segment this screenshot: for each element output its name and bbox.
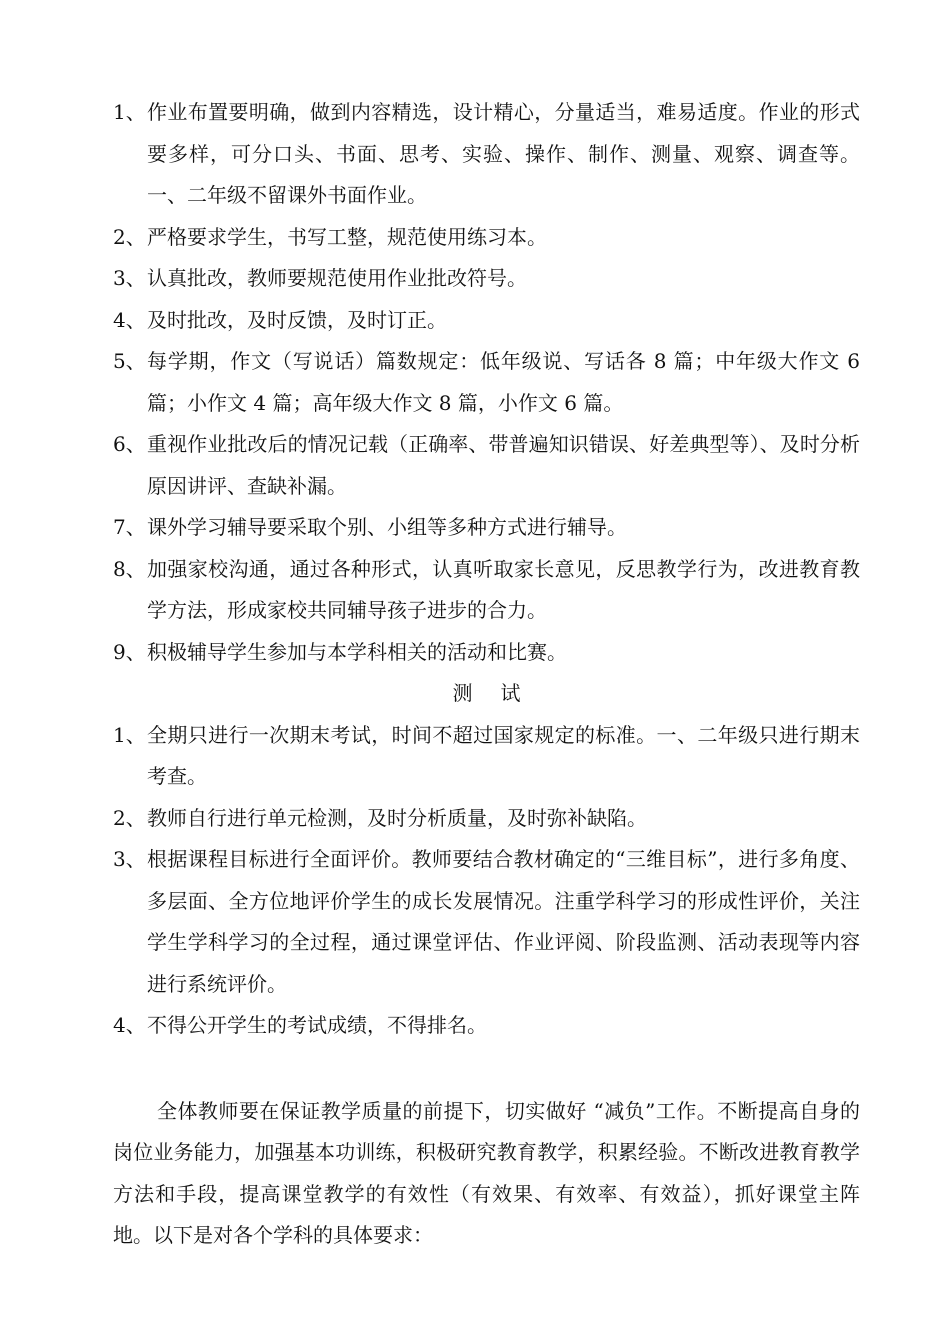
list-item-number: 6、 (113, 432, 146, 456)
list-item-text: 不得公开学生的考试成绩，不得排名。 (147, 1013, 487, 1037)
list-item-text: 严格要求学生，书写工整，规范使用练习本。 (147, 224, 547, 249)
list-item-number: 4、 (113, 1013, 146, 1037)
section-heading: 测试 (452, 681, 549, 705)
list-item (113, 300, 860, 342)
list-item (113, 507, 860, 549)
list-item (113, 424, 860, 507)
list-item-text: 认真批改，教师要规范使用作业批改符号。 (147, 266, 527, 290)
closing-paragraph: 全体教师要在保证教学质量的前提下，切实做好 “减负”工作。不断提高自身的岗位业务能力，加强基本功训练，积极研究教育教学，积累经验。不断改进教育教学方法和手段，提高课堂教学的有效性（有效果、有效率、有效益），抓好课堂主阵地。以下是对各个学科的具体要求： (113, 1098, 860, 1247)
list-item (113, 632, 860, 674)
list-item (113, 258, 860, 300)
list-item-text: 及时批改，及时反馈，及时订正。 (147, 307, 447, 332)
list-item-number: 2、 (113, 805, 146, 830)
list-item-text: 加强家校沟通，通过各种形式，认真听取家长意见，反思教学行为，改进教育教学方法，形成家校共同辅导孩子进步的合力。 (147, 556, 860, 622)
list-item (113, 839, 860, 1005)
list-item (113, 715, 860, 798)
list-item (113, 549, 860, 632)
list-item-text: 每学期，作文（写说话）篇数规定：低年级说、写话各 8 篇；中年级大作文 6 篇；小作文 4 篇；高年级大作文 8 篇，小作文 6 篇。 (147, 349, 860, 415)
list-item-text: 课外学习辅导要采取个别、小组等多种方式进行辅导。 (147, 515, 627, 539)
list-item-number: 5、 (113, 349, 146, 373)
blank-line (113, 1047, 860, 1091)
list-item-number: 1、 (113, 722, 146, 747)
list-item-number: 1、 (113, 100, 146, 124)
list-item (113, 1005, 860, 1047)
homework-list (113, 92, 860, 673)
list-item-text: 重视作业批改后的情况记载（正确率、带普遍知识错误、好差典型等）、及时分析原因讲评、查缺补漏。 (147, 432, 860, 498)
test-list (113, 715, 860, 1047)
list-item (113, 341, 860, 424)
list-item-number: 2、 (113, 224, 146, 249)
list-item-text: 积极辅导学生参加与本学科相关的活动和比赛。 (147, 639, 567, 664)
list-item-number: 7、 (113, 515, 146, 539)
list-item-text: 教师自行进行单元检测，及时分析质量，及时弥补缺陷。 (147, 805, 647, 830)
list-item-number: 4、 (113, 307, 146, 332)
list-item (113, 92, 860, 217)
document-body (113, 92, 860, 1257)
list-item-number: 3、 (113, 847, 146, 871)
list-item (113, 217, 860, 259)
list-item-number: 3、 (113, 266, 146, 290)
list-item-number: 9、 (113, 639, 146, 664)
list-item-text: 作业布置要明确，做到内容精选，设计精心，分量适当，难易适度。作业的形式要多样，可分口头、书面、思考、实验、操作、制作、测量、观察、调查等。一、二年级不留课外书面作业。 (147, 100, 860, 207)
list-item-text: 全期只进行一次期末考试，时间不超过国家规定的标准。一、二年级只进行期末考查。 (147, 722, 860, 788)
list-item-number: 8、 (113, 556, 146, 581)
list-item (113, 798, 860, 840)
list-item-text: 根据课程目标进行全面评价。教师要结合教材确定的“三维目标”，进行多角度、多层面、全方位地评价学生的成长发展情况。注重学科学习的形成性评价，关注学生学科学习的全过程，通过课堂评估、作业评阅、阶段监测、活动表现等内容进行系统评价。 (147, 847, 860, 996)
